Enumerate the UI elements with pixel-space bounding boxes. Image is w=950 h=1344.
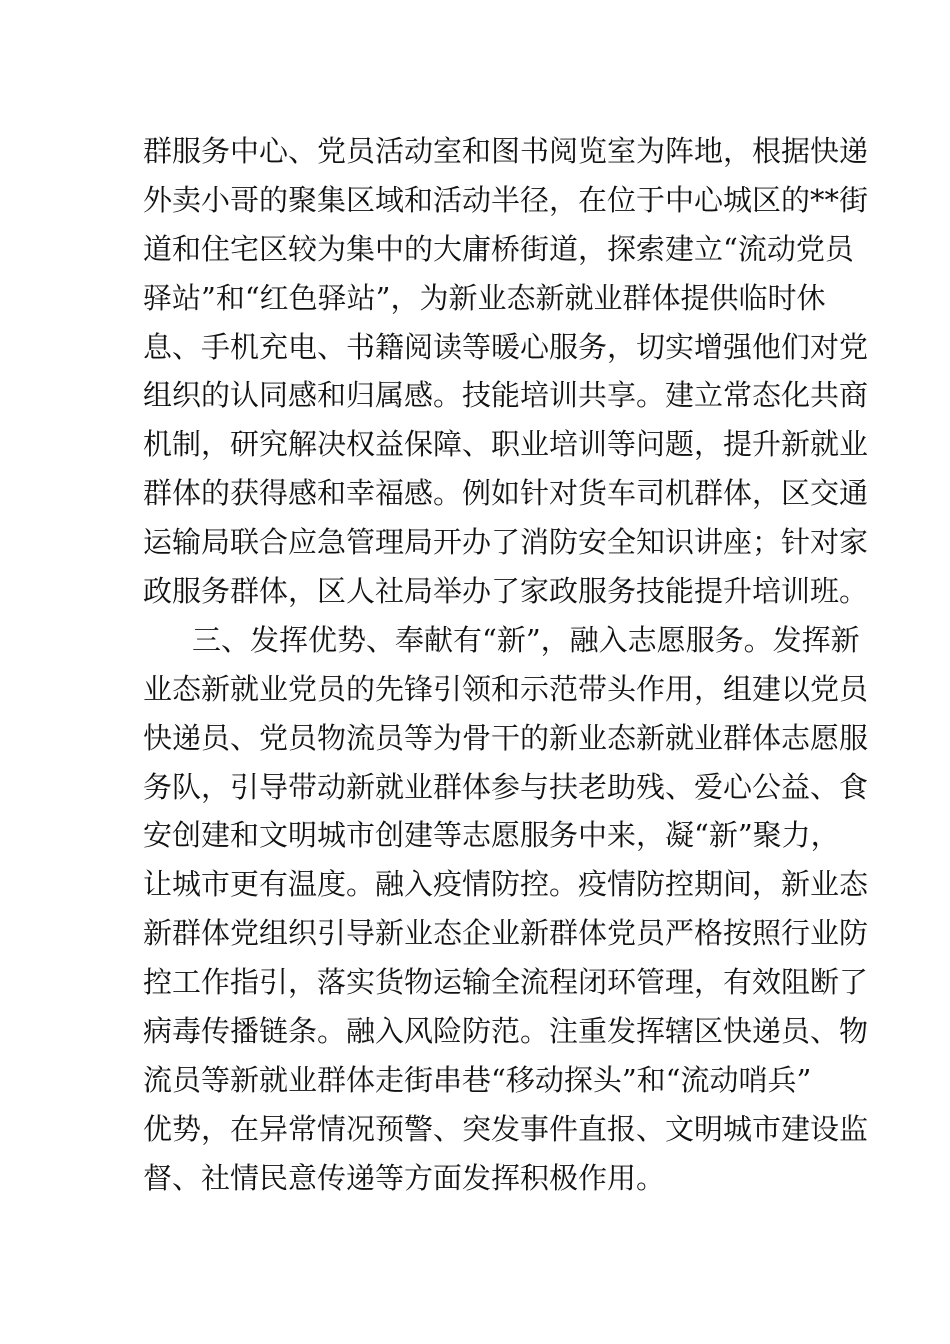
text-line: 驿站”和“红色驿站”，为新业态新就业群体提供临时休	[143, 280, 826, 315]
text-line: 让城市更有温度。融入疫情防控。疫情防控期间，新业态	[143, 867, 869, 902]
text-line: 群体的获得感和幸福感。例如针对货车司机群体，区交通	[143, 476, 869, 511]
text-line: 组织的认同感和归属感。技能培训共享。建立常态化共商	[143, 378, 869, 413]
text-line: 机制，研究解决权益保障、职业培训等问题，提升新就业	[143, 427, 869, 462]
paragraph-start-line: 三、发挥优势、奉献有“新”，融入志愿服务。发挥新	[192, 622, 860, 657]
text-line: 快递员、党员物流员等为骨干的新业态新就业群体志愿服	[143, 720, 869, 755]
text-line: 息、手机充电、书籍阅读等暖心服务，切实增强他们对党	[143, 329, 869, 364]
text-line: 群服务中心、党员活动室和图书阅览室为阵地，根据快递	[143, 134, 869, 168]
text-line: 病毒传播链条。融入风险防范。注重发挥辖区快递员、物	[143, 1014, 869, 1049]
text-line: 新群体党组织引导新业态企业新群体党员严格按照行业防	[143, 916, 869, 951]
text-line: 道和住宅区较为集中的大庸桥街道，探索建立“流动党员	[143, 231, 854, 266]
text-line: 运输局联合应急管理局开办了消防安全知识讲座；针对家	[143, 525, 869, 560]
text-line: 业态新就业党员的先锋引领和示范带头作用，组建以党员	[143, 671, 869, 706]
text-line: 政服务群体，区人社局举办了家政服务技能提升培训班。	[143, 574, 869, 609]
text-line: 优势，在异常情况预警、突发事件直报、文明城市建设监	[143, 1111, 869, 1146]
text-line: 安创建和文明城市创建等志愿服务中来，凝“新”聚力，	[143, 818, 840, 853]
body-text	[143, 127, 869, 1203]
text-line: 督、社情民意传递等方面发挥积极作用。	[143, 1160, 666, 1195]
text-line: 控工作指引，落实货物运输全流程闭环管理，有效阻断了	[143, 965, 869, 1000]
text-line: 外卖小哥的聚集区域和活动半径，在位于中心城区的**街	[143, 182, 869, 217]
text-line: 务队，引导带动新就业群体参与扶老助残、爱心公益、食	[143, 769, 869, 804]
text-line: 流员等新就业群体走街串巷“移动探头”和“流动哨兵”	[143, 1062, 812, 1097]
